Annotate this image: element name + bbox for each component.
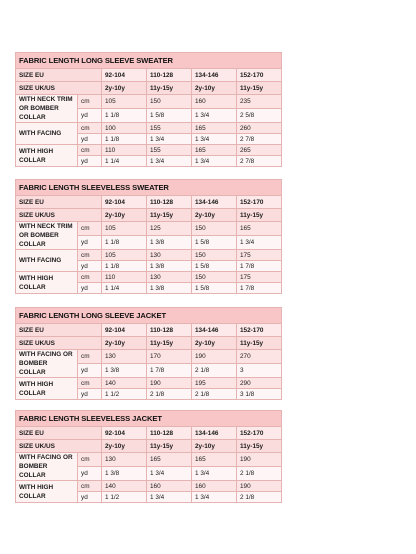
table-title-row — [16, 53, 282, 69]
value-cell: 165 — [192, 453, 237, 467]
size-uk-row — [16, 440, 282, 453]
size-eu-cell: 110-128 — [147, 69, 192, 82]
size-uk-cell: 11y-15y — [237, 82, 282, 95]
fabric-table-long-sleeve-sweater — [15, 52, 282, 167]
size-eu-row — [16, 69, 282, 82]
value-cell: 1 3/8 — [102, 364, 147, 378]
table-title-row — [16, 411, 282, 427]
value-cell: 155 — [147, 123, 192, 134]
size-uk-label: SIZE UK/US — [16, 337, 102, 350]
unit-label: cm — [78, 145, 102, 156]
value-cell: 1 3/4 — [192, 467, 237, 481]
value-cell: 195 — [192, 378, 237, 389]
value-cell: 2 7/8 — [237, 156, 282, 167]
table-row — [16, 272, 282, 283]
table-row — [16, 481, 282, 492]
table-row — [16, 145, 282, 156]
value-cell: 150 — [147, 95, 192, 109]
unit-label: yd — [78, 236, 102, 250]
table-row — [16, 123, 282, 134]
size-eu-cell: 152-170 — [237, 427, 282, 440]
table-row — [16, 222, 282, 236]
size-eu-cell: 134-146 — [192, 324, 237, 337]
value-cell: 2 5/8 — [237, 109, 282, 123]
unit-label: yd — [78, 156, 102, 167]
size-eu-cell: 152-170 — [237, 196, 282, 209]
size-uk-cell: 2y-10y — [102, 440, 147, 453]
unit-label: yd — [78, 389, 102, 400]
size-uk-cell: 11y-15y — [147, 440, 192, 453]
value-cell: 125 — [147, 222, 192, 236]
value-cell: 1 1/8 — [102, 134, 147, 145]
size-eu-cell: 92-104 — [102, 427, 147, 440]
fabric-table-sleeveless-sweater — [15, 179, 282, 294]
unit-label: yd — [78, 261, 102, 272]
value-cell: 1 1/4 — [102, 156, 147, 167]
size-uk-row — [16, 209, 282, 222]
value-cell: 1 5/8 — [192, 261, 237, 272]
value-cell: 2 1/8 — [192, 364, 237, 378]
value-cell: 270 — [237, 350, 282, 364]
table-row — [16, 250, 282, 261]
row-group-label: WITH NECK TRIM OR BOMBER COLLAR — [16, 222, 78, 250]
value-cell: 1 5/8 — [192, 283, 237, 294]
value-cell: 175 — [237, 272, 282, 283]
value-cell: 1 3/4 — [192, 134, 237, 145]
value-cell: 1 3/4 — [237, 236, 282, 250]
value-cell: 110 — [102, 145, 147, 156]
row-group-label: WITH FACING — [16, 123, 78, 145]
unit-label: cm — [78, 222, 102, 236]
unit-label: yd — [78, 109, 102, 123]
value-cell: 1 5/8 — [192, 236, 237, 250]
value-cell: 1 1/8 — [102, 261, 147, 272]
value-cell: 105 — [102, 95, 147, 109]
row-group-label: WITH HIGH COLLAR — [16, 481, 78, 503]
value-cell: 160 — [147, 481, 192, 492]
value-cell: 2 1/8 — [192, 389, 237, 400]
value-cell: 1 1/2 — [102, 389, 147, 400]
value-cell: 1 3/4 — [147, 467, 192, 481]
value-cell: 150 — [192, 272, 237, 283]
size-eu-label: SIZE EU — [16, 196, 102, 209]
value-cell: 1 3/4 — [147, 492, 192, 503]
size-uk-cell: 2y-10y — [102, 337, 147, 350]
size-eu-label: SIZE EU — [16, 324, 102, 337]
value-cell: 2 1/8 — [147, 389, 192, 400]
value-cell: 3 — [237, 364, 282, 378]
size-eu-cell: 134-146 — [192, 69, 237, 82]
size-uk-row — [16, 82, 282, 95]
table-title: FABRIC LENGTH SLEEVELESS JACKET — [16, 411, 282, 427]
value-cell: 100 — [102, 123, 147, 134]
table-title-row — [16, 308, 282, 324]
value-cell: 165 — [147, 453, 192, 467]
value-cell: 1 7/8 — [237, 261, 282, 272]
unit-label: yd — [78, 134, 102, 145]
size-eu-label: SIZE EU — [16, 427, 102, 440]
unit-label: cm — [78, 481, 102, 492]
size-uk-label: SIZE UK/US — [16, 209, 102, 222]
value-cell: 1 1/8 — [102, 236, 147, 250]
unit-label: cm — [78, 272, 102, 283]
size-eu-row — [16, 427, 282, 440]
value-cell: 165 — [237, 222, 282, 236]
row-group-label: WITH HIGH COLLAR — [16, 145, 78, 167]
value-cell: 150 — [192, 222, 237, 236]
value-cell: 175 — [237, 250, 282, 261]
size-uk-cell: 11y-15y — [237, 440, 282, 453]
value-cell: 1 7/8 — [147, 364, 192, 378]
size-uk-cell: 2y-10y — [102, 209, 147, 222]
size-eu-row — [16, 196, 282, 209]
size-uk-row — [16, 337, 282, 350]
value-cell: 190 — [237, 453, 282, 467]
value-cell: 1 1/4 — [102, 283, 147, 294]
size-eu-cell: 134-146 — [192, 196, 237, 209]
row-group-label: WITH FACING OR BOMBER COLLAR — [16, 350, 78, 378]
table-title: FABRIC LENGTH LONG SLEEVE JACKET — [16, 308, 282, 324]
value-cell: 2 1/8 — [237, 492, 282, 503]
value-cell: 1 3/4 — [147, 134, 192, 145]
size-uk-cell: 11y-15y — [147, 337, 192, 350]
row-group-label: WITH HIGH COLLAR — [16, 272, 78, 294]
value-cell: 140 — [102, 481, 147, 492]
table-row — [16, 453, 282, 467]
size-uk-label: SIZE UK/US — [16, 82, 102, 95]
value-cell: 1 3/4 — [192, 156, 237, 167]
value-cell: 160 — [192, 95, 237, 109]
table-title: FABRIC LENGTH LONG SLEEVE SWEATER — [16, 53, 282, 69]
size-uk-cell: 2y-10y — [192, 209, 237, 222]
unit-label: cm — [78, 378, 102, 389]
table-row — [16, 95, 282, 109]
size-eu-cell: 110-128 — [147, 324, 192, 337]
value-cell: 190 — [147, 378, 192, 389]
size-uk-cell: 11y-15y — [237, 209, 282, 222]
size-uk-cell: 2y-10y — [192, 337, 237, 350]
size-eu-cell: 110-128 — [147, 196, 192, 209]
value-cell: 130 — [102, 453, 147, 467]
size-eu-cell: 92-104 — [102, 196, 147, 209]
size-eu-cell: 152-170 — [237, 324, 282, 337]
value-cell: 190 — [237, 481, 282, 492]
unit-label: cm — [78, 350, 102, 364]
row-group-label: WITH NECK TRIM OR BOMBER COLLAR — [16, 95, 78, 123]
table-row — [16, 378, 282, 389]
size-uk-cell: 2y-10y — [102, 82, 147, 95]
row-group-label: WITH FACING — [16, 250, 78, 272]
size-eu-row — [16, 324, 282, 337]
table-row — [16, 350, 282, 364]
value-cell: 3 1/8 — [237, 389, 282, 400]
value-cell: 260 — [237, 123, 282, 134]
value-cell: 2 1/8 — [237, 467, 282, 481]
fabric-table-long-sleeve-jacket — [15, 307, 282, 400]
value-cell: 150 — [192, 250, 237, 261]
value-cell: 1 3/8 — [147, 261, 192, 272]
value-cell: 140 — [102, 378, 147, 389]
value-cell: 105 — [102, 222, 147, 236]
value-cell: 110 — [102, 272, 147, 283]
value-cell: 1 7/8 — [237, 283, 282, 294]
size-uk-label: SIZE UK/US — [16, 440, 102, 453]
value-cell: 265 — [237, 145, 282, 156]
value-cell: 1 3/4 — [192, 109, 237, 123]
unit-label: cm — [78, 95, 102, 109]
value-cell: 190 — [192, 350, 237, 364]
value-cell: 160 — [192, 481, 237, 492]
value-cell: 1 1/8 — [102, 109, 147, 123]
unit-label: yd — [78, 492, 102, 503]
value-cell: 1 3/4 — [147, 156, 192, 167]
unit-label: yd — [78, 283, 102, 294]
size-uk-cell: 11y-15y — [147, 209, 192, 222]
value-cell: 1 1/2 — [102, 492, 147, 503]
value-cell: 1 3/8 — [147, 236, 192, 250]
unit-label: yd — [78, 467, 102, 481]
value-cell: 1 3/8 — [102, 467, 147, 481]
fabric-table-sleeveless-jacket — [15, 410, 282, 503]
value-cell: 1 5/8 — [147, 109, 192, 123]
value-cell: 165 — [192, 145, 237, 156]
value-cell: 290 — [237, 378, 282, 389]
value-cell: 1 3/8 — [147, 283, 192, 294]
value-cell: 130 — [147, 250, 192, 261]
value-cell: 130 — [147, 272, 192, 283]
size-eu-cell: 152-170 — [237, 69, 282, 82]
value-cell: 170 — [147, 350, 192, 364]
value-cell: 235 — [237, 95, 282, 109]
value-cell: 105 — [102, 250, 147, 261]
size-uk-cell: 2y-10y — [192, 82, 237, 95]
value-cell: 2 7/8 — [237, 134, 282, 145]
unit-label: cm — [78, 250, 102, 261]
unit-label: yd — [78, 364, 102, 378]
size-eu-cell: 134-146 — [192, 427, 237, 440]
size-eu-cell: 92-104 — [102, 324, 147, 337]
size-eu-label: SIZE EU — [16, 69, 102, 82]
row-group-label: WITH HIGH COLLAR — [16, 378, 78, 400]
size-eu-cell: 92-104 — [102, 69, 147, 82]
unit-label: cm — [78, 123, 102, 134]
table-title: FABRIC LENGTH SLEEVELESS SWEATER — [16, 180, 282, 196]
size-eu-cell: 110-128 — [147, 427, 192, 440]
row-group-label: WITH FACING OR BOMBER COLLAR — [16, 453, 78, 481]
value-cell: 1 3/4 — [192, 492, 237, 503]
size-uk-cell: 11y-15y — [147, 82, 192, 95]
table-title-row — [16, 180, 282, 196]
size-uk-cell: 2y-10y — [192, 440, 237, 453]
size-uk-cell: 11y-15y — [237, 337, 282, 350]
value-cell: 165 — [192, 123, 237, 134]
unit-label: cm — [78, 453, 102, 467]
value-cell: 155 — [147, 145, 192, 156]
value-cell: 130 — [102, 350, 147, 364]
